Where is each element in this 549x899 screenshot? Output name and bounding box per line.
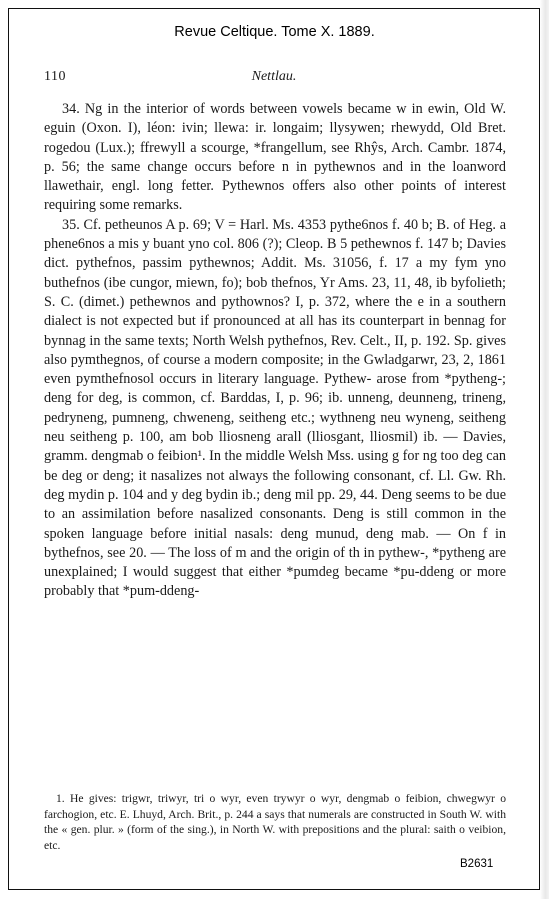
catalog-code: B2631 bbox=[460, 858, 494, 870]
paragraph-34: 34. Ng in the interior of words between vowels became w in ewin, Old W. eguin (Oxon. I), léon: ivin; llewa: ir. longaim; llysywen; rhewydd, Old Bret. rogedou (Lux.); ffrewyll a scourge, *frangellum, see Rhŷs, Arch. Cambr. 1874, p. 56; the same change occurs before n in pythewnos and in the loanword llawethair, engl. long fetter. Pythewnos offers also other points of interest requiring some remarks. bbox=[44, 101, 506, 214]
source-banner: Revue Celtique. Tome X. 1889. bbox=[174, 24, 375, 40]
running-head bbox=[44, 69, 504, 87]
running-title: Nettlau. bbox=[251, 69, 297, 84]
page-number: 110 bbox=[44, 69, 66, 84]
page-edge-shadow bbox=[540, 0, 549, 899]
body-text bbox=[44, 100, 506, 602]
paragraph-35: 35. Cf. petheunos A p. 69; V = Harl. Ms. 4353 pythe6nos f. 40 b; B. of Heg. a phene6nos a mis y buant yno col. 806 (?); Cleop. B 5 pethewnos f. 147 b; Davies dict. pythefnos, passim pythewnos; Addit. Ms. 31056, f. 17 a my fym yno buthefnos (ibe cungor, miewn, fo); bob thefnos, Yr Ams. 23, 11, 48, ib byfolieth; S. C. (dimet.) pethewnos and pythownos? I, p. 372, where the e in a southern dialect is not expected but if pronounced at all has its counterpart in bennag for bynnag in the same texts; North Welsh pythefnos, Rev. Celt., II, p. 192. Sp. gives also pymthegnos, of course a modern composite; in the Gwladgarwr, 23, 2, 1861 even pymthefnosol occurs in literary language. Pythew- arose from *pytheng-; deng for deg, is common, cf. Barddas, I, p. 96; ib. unneng, deunneng, trineng, pedryneng, pumneng, chweneng, seitheng etc.; wythneng neu wyneng, seitheng neu seitheng p. 100, am bob lliosneng arall (lliosgant, lliosmil) ib. — Davies, gramm. dengmab o feibion¹. In the middle Welsh Mss. using g for ng too deg can be deg or deng; it nasalizes not always the following consonant, cf. Ll. Gw. Rh. deg mydin p. 104 and y deg bydin ib.; deng mil pp. 29, 44. Deng seems to be due to an assimilation before nasalized consonants. Deng is still common in the spoken language before initial nasals: deng munud, deng mab. — On f in bythefnos, see 20. — The loss of m and the origin of th in pythew-, *pytheng are unexplained; I would suggest that either *pumdeg became *pu-ddeng or more probably that *pum-ddeng- bbox=[44, 216, 506, 600]
footnote: 1. He gives: trigwr, triwyr, tri o wyr, even trywyr o wyr, dengmab o feibion, chwegwyr o farchogion, etc. E. Lhuyd, Arch. Brit., p. 244 a says that numerals are constructed in South W. with the « gen. plur. » (form of the sing.), in North W. with prepositions and the plural: saith o veibion, etc. bbox=[44, 792, 506, 852]
